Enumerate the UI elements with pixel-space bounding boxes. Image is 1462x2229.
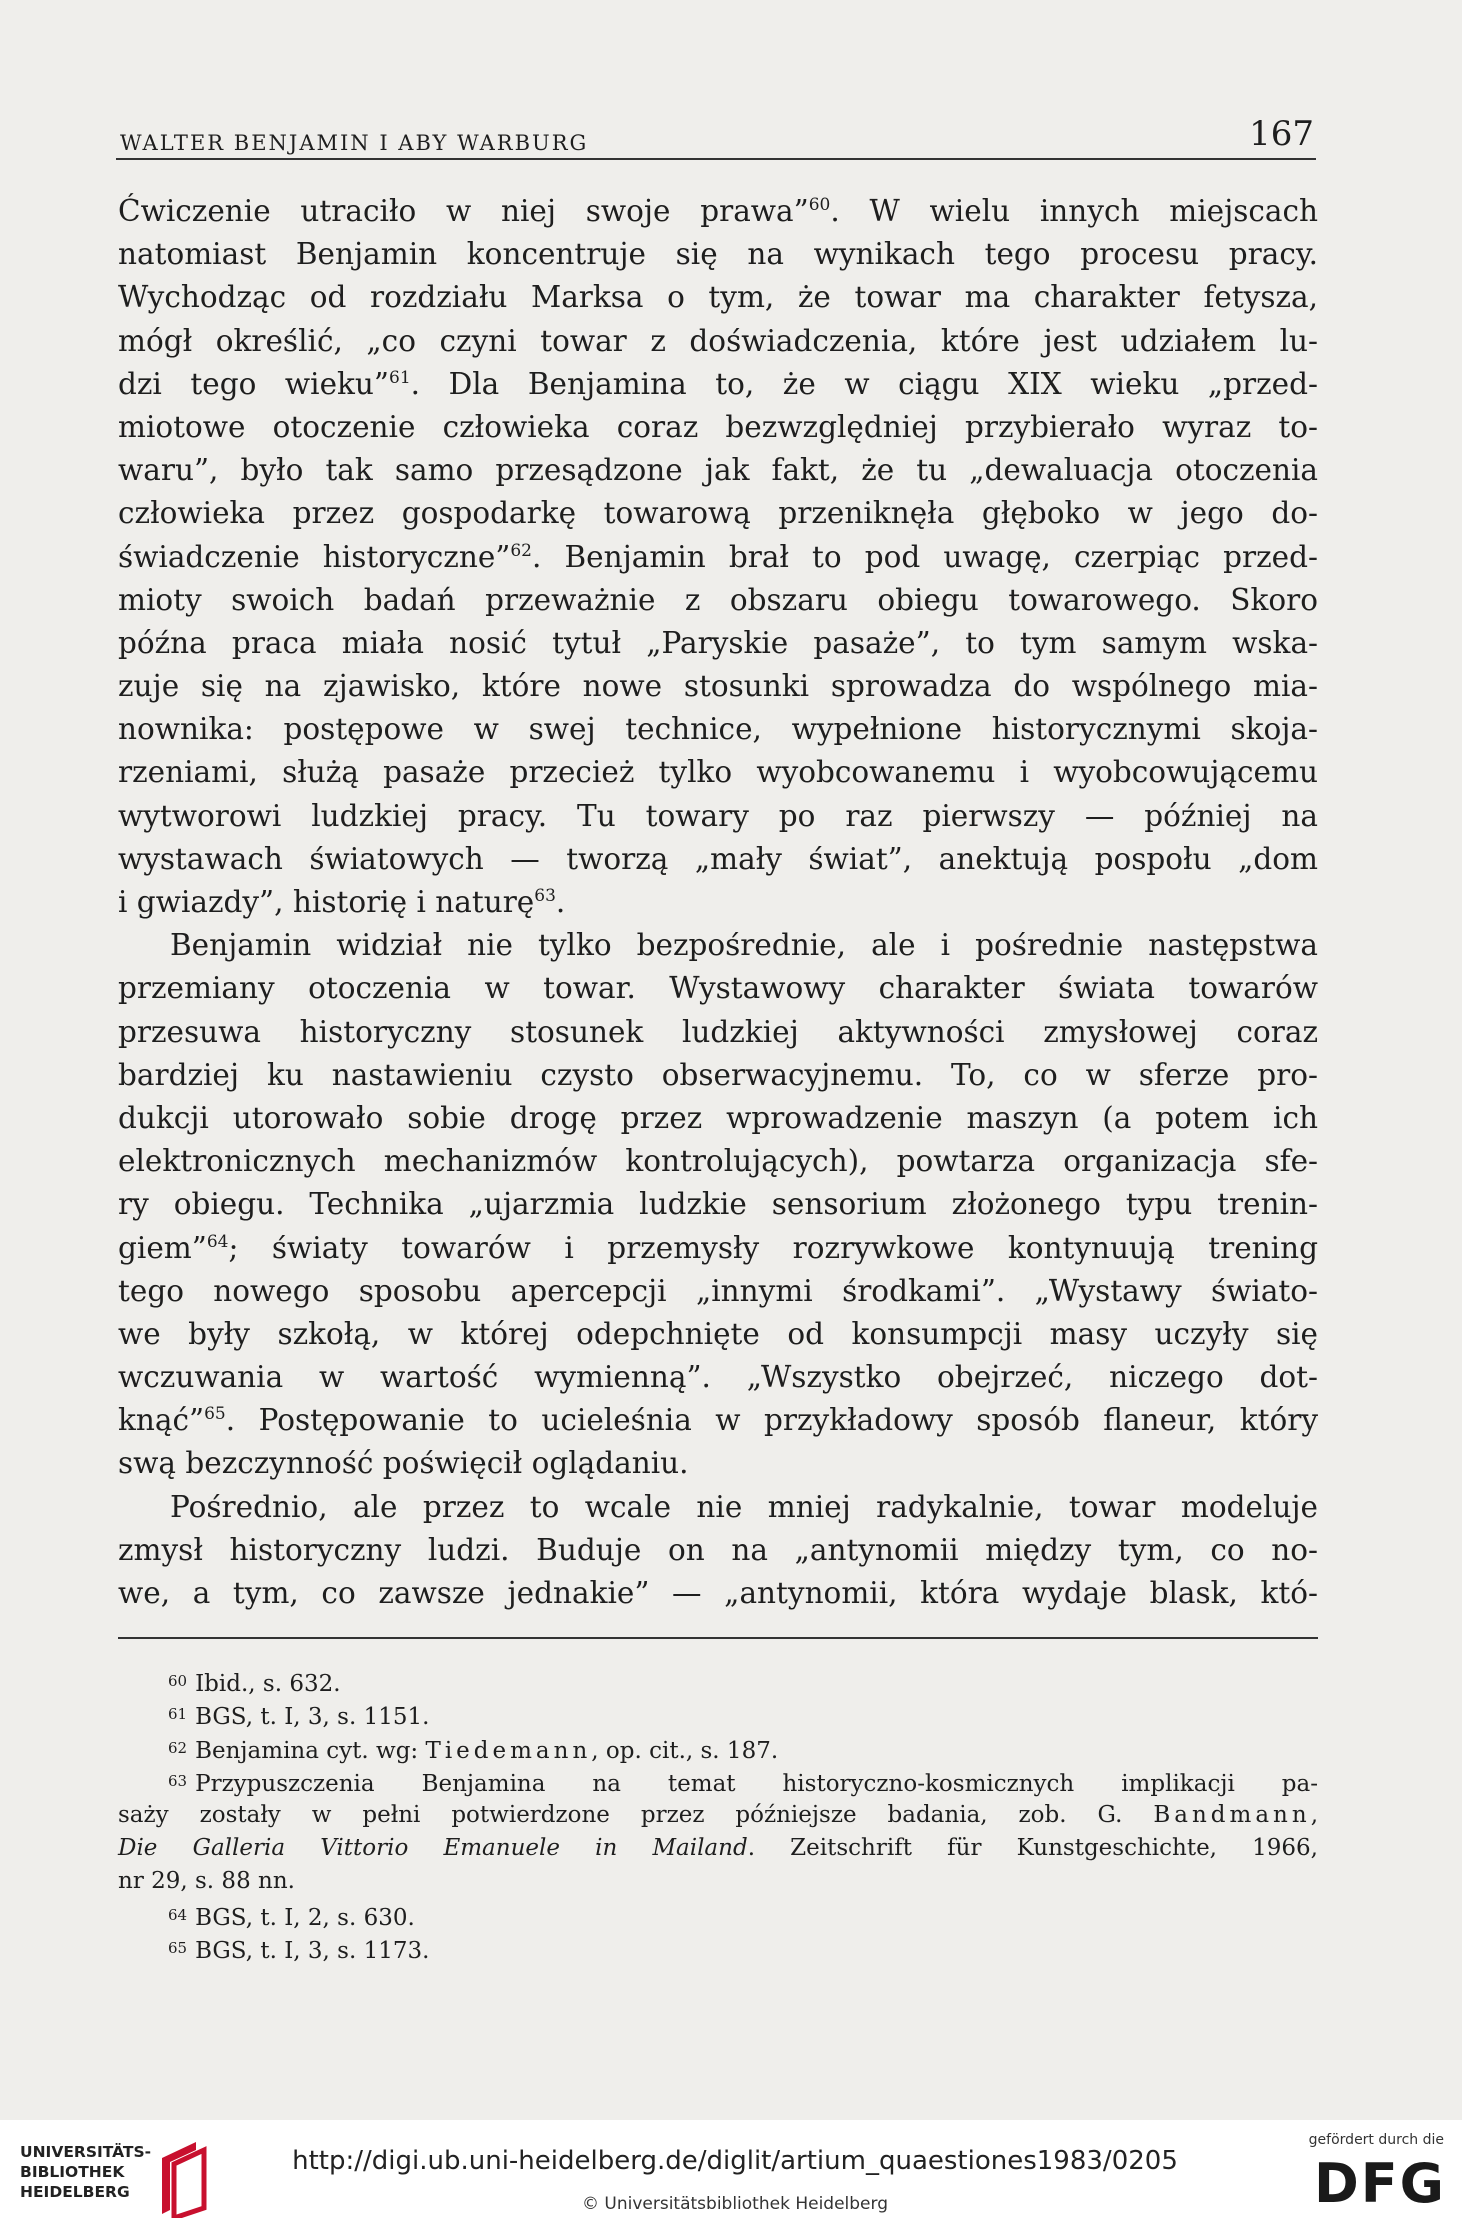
body-text [118, 190, 1318, 1615]
footnote-63-line-1: $^{63}$ Przypuszczenia Benjamina na temat historyczno-kosmicznych implikacji pa- [168, 1771, 1318, 1798]
footnotes [118, 1665, 1318, 1966]
copyright-notice: © Universitätsbibliothek Heidelberg [581, 2194, 888, 2214]
page-number: 167 [1249, 114, 1314, 154]
body-line: mioty swoich badań przeważnie z obszaru obiegu towarowego. Skoro [118, 582, 1318, 617]
running-head: WALTER BENJAMIN I ABY WARBURG [120, 131, 589, 155]
body-line: mógł określić, „co czyni towar z doświadczenia, które jest udziałem lu- [118, 323, 1318, 358]
body-line: Benjamin widział nie tylko bezpośrednie, ale i pośrednie następstwa [170, 928, 1318, 963]
footnote-63-line-4: nr 29, s. 88 nn. [118, 1868, 295, 1895]
body-line: knąć”$^{65}$. Postępowanie to ucieleśnia w przykładowy sposób flaneur, który [118, 1403, 1318, 1438]
body-line: rzeniami, służą pasaże przecież tylko wyobcowanemu i wyobcowującemu [118, 755, 1318, 790]
library-logo[interactable] [20, 2138, 280, 2218]
footnote-ref: 64 [206, 1231, 229, 1252]
funded-by-caption: gefördert durch die [1308, 2132, 1444, 2148]
page-url-link[interactable]: http://digi.ub.uni-heidelberg.de/diglit/artium_quaestiones1983/0205 [292, 2146, 1178, 2176]
dfg-logo-text: DFG [1313, 2152, 1446, 2215]
body-line: elektronicznych mechanizmów kontrolujących), powtarza organizacja sfe- [118, 1144, 1318, 1179]
body-line: człowieka przez gospodarkę towarową przeniknęła głęboko w jego do- [118, 496, 1318, 531]
footnote-ref: 63 [534, 886, 556, 907]
footnote-63-line-2: saży zostały w pełni potwierdzone przez późniejsze badania, zob. G. Bandmann, [118, 1801, 1318, 1828]
body-line: przemiany otoczenia w towar. Wystawowy charakter świata towarów [118, 971, 1318, 1006]
footnote-60: $^{60}$ Ibid., s. 632. [168, 1671, 341, 1697]
footnote-62: $^{62}$ Benjamina cyt. wg: Tiedemann, op. cit., s. 187. [168, 1737, 779, 1764]
body-line: swą bezczynność poświęcił oglądaniu. [118, 1446, 689, 1481]
footnote-ref: 60 [808, 195, 831, 216]
body-line: wczuwania w wartość wymienną”. „Wszystko obejrzeć, niczego dot- [118, 1360, 1318, 1395]
body-line: i gwiazdy”, historię i naturę$^{63}$. [118, 885, 566, 919]
footnote-65: $^{65}$ BGS, t. I, 3, s. 1173. [168, 1938, 430, 1965]
library-name: UNIVERSITÄTS- BIBLIOTHEK HEIDELBERG [20, 2143, 152, 2201]
body-line: wytworowi ludzkiej pracy. Tu towary po raz pierwszy — później na [118, 798, 1318, 833]
body-line: natomiast Benjamin koncentruje się na wynikach tego procesu pracy. [118, 237, 1318, 272]
body-line: we były szkołą, w której odepchnięte od konsumpcji masy uczyły się [118, 1316, 1318, 1351]
body-line: we, a tym, co zawsze jednakie” — „antynomii, która wydaje blask, któ- [118, 1576, 1318, 1610]
footnote-ref: 65 [204, 1404, 226, 1425]
body-line: Wychodząc od rozdziału Marksa o tym, że towar ma charakter fetysza, [118, 280, 1318, 315]
footnote-63-line-3: Die Galleria Vittorio Emanuele in Mailand. Zeitschrift für Kunstgeschichte, 1966, [118, 1834, 1318, 1861]
page-header [116, 96, 1316, 160]
body-line: wystawach światowych — tworzą „mały świat”, anektują pospołu „dom [118, 841, 1318, 876]
body-line: zuje się na zjawisko, które nowe stosunki sprowadza do wspólnego mia- [118, 669, 1318, 704]
footnote-64: $^{64}$ BGS, t. I, 2, s. 630. [168, 1904, 415, 1931]
footnote-rule [118, 1637, 1318, 1639]
body-line: późna praca miała nosić tytuł „Paryskie pasaże”, to tym samym wska- [118, 625, 1318, 660]
body-line: giem”$^{64}$; światy towarów i przemysły rozrywkowe kontynuują trening [118, 1230, 1318, 1265]
body-line: nownika: postępowe w swej technice, wypełnione historycznymi skoja- [118, 712, 1318, 747]
body-line: dzi tego wieku”$^{61}$. Dla Benjamina to, że w ciągu XIX wieku „przed- [118, 366, 1318, 401]
body-line: bardziej ku nastawieniu czysto obserwacyjnemu. To, co w sferze pro- [118, 1057, 1318, 1092]
body-line: waru”, było tak samo przesądzone jak fakt, że tu „dewaluacja otoczenia [118, 453, 1318, 488]
viewer-footer [0, 2120, 1462, 2229]
footnote-ref: 61 [389, 367, 411, 388]
body-line: ry obiegu. Technika „ujarzmia ludzkie sensorium złożonego typu trenin- [118, 1187, 1318, 1222]
body-line: świadczenie historyczne”$^{62}$. Benjamin brał to pod uwagę, czerpiąc przed- [118, 539, 1318, 574]
body-line: przesuwa historyczny stosunek ludzkiej aktywności zmysłowej coraz [118, 1014, 1318, 1049]
footnote-61: $^{61}$ BGS, t. I, 3, s. 1151. [168, 1704, 430, 1731]
body-line: dukcji utorowało sobie drogę przez wprowadzenie maszyn (a potem ich [118, 1100, 1318, 1135]
library-mark-icon [156, 2138, 212, 2218]
body-line: miotowe otoczenie człowieka coraz bezwzględniej przybierało wyraz to- [118, 409, 1318, 444]
body-line: Ćwiczenie utraciło w niej swoje prawa”$^{60}$. W wielu innych miejscach [118, 194, 1319, 228]
body-line: zmysł historyczny ludzi. Buduje on na „antynomii między tym, co no- [118, 1532, 1318, 1567]
body-line: tego nowego sposobu apercepcji „innymi środkami”. „Wystawy świato- [118, 1273, 1318, 1308]
footnote-ref: 62 [510, 540, 532, 561]
dfg-logo[interactable] [1300, 2132, 1450, 2222]
body-line: Pośrednio, ale przez to wcale nie mniej radykalnie, towar modeluje [170, 1489, 1318, 1524]
